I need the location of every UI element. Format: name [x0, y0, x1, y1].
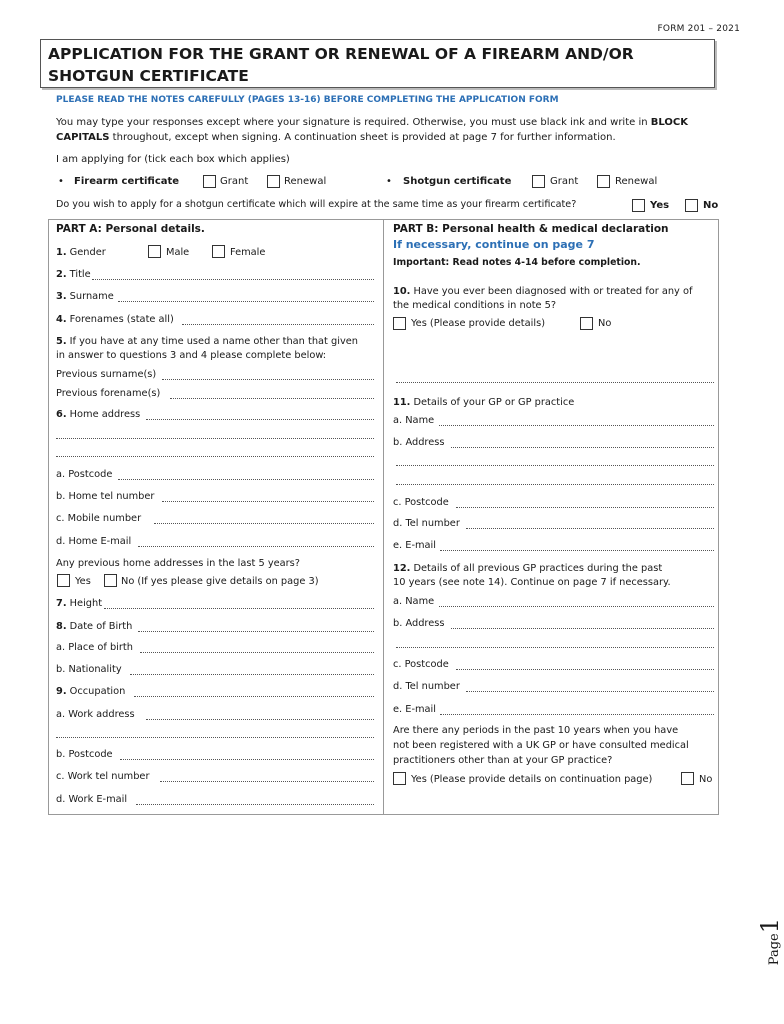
q5-line-1 [56, 336, 358, 348]
medical-yes-label: Yes (Please provide details) [411, 318, 546, 329]
column-divider [383, 219, 384, 815]
gp-name-field[interactable] [439, 425, 714, 426]
title-field[interactable] [92, 279, 374, 280]
q10-line-1 [393, 286, 692, 298]
firearm-certificate-label: Firearm certificate [74, 176, 180, 187]
part-a-heading: PART A: Personal details. [56, 223, 205, 235]
q4-number: 4. [56, 314, 67, 325]
q10-line-2: the medical conditions in note 5? [393, 300, 557, 311]
q5-line-2: in answer to questions 3 and 4 please complete below: [56, 350, 327, 361]
surname-field[interactable] [118, 301, 374, 302]
shotgun-bullet: • [386, 176, 392, 187]
male-checkbox[interactable] [148, 245, 161, 258]
shotgun-certificate-label: Shotgun certificate [403, 176, 512, 187]
prev-gp-address-field-2[interactable] [396, 647, 714, 648]
gp-name-label: a. Name [393, 415, 435, 426]
firearm-renewal-checkbox[interactable] [267, 175, 280, 188]
previous-address-yes-checkbox[interactable] [57, 574, 70, 587]
work-tel-label: c. Work tel number [56, 771, 150, 782]
occupation-field[interactable] [134, 696, 374, 697]
gp-address-field-2[interactable] [396, 465, 714, 466]
female-checkbox[interactable] [212, 245, 225, 258]
q3-number: 3. [56, 291, 67, 302]
firearm-grant-checkbox[interactable] [203, 175, 216, 188]
q1-number: 1. [56, 247, 67, 258]
intro-bold-2: CAPITALS [56, 132, 110, 143]
home-address-field-1[interactable] [146, 419, 374, 420]
q12-number: 12. [393, 563, 411, 574]
periods-yes-label: Yes (Please provide details on continuation page) [411, 774, 653, 785]
nationality-field[interactable] [130, 674, 374, 675]
intro-text [56, 115, 688, 145]
intro-line-2: throughout, except when signing. A continuation sheet is provided at page 7 for further information. [109, 132, 616, 143]
prev-gp-tel-field[interactable] [466, 691, 714, 692]
height-label [56, 598, 102, 610]
previous-address-no-label: No (If yes please give details on page 3) [121, 576, 319, 587]
work-postcode-field[interactable] [120, 759, 374, 760]
work-email-field[interactable] [136, 804, 374, 805]
title-label [56, 269, 91, 281]
page-label: Page [767, 933, 782, 966]
home-postcode-field[interactable] [118, 479, 374, 480]
firearm-renewal-label: Renewal [284, 176, 327, 187]
shotgun-grant-checkbox[interactable] [532, 175, 545, 188]
work-email-label: d. Work E-mail [56, 794, 128, 805]
surname-label [56, 291, 114, 303]
occupation-text: Occupation [69, 686, 126, 697]
periods-no-checkbox[interactable] [681, 772, 694, 785]
dob-field[interactable] [138, 631, 374, 632]
q5-text-1: If you have at any time used a name other than that given [69, 336, 358, 347]
expire-no-checkbox[interactable] [685, 199, 698, 212]
q11-number: 11. [393, 397, 411, 408]
q12-line-2: 10 years (see note 14). Continue on page 7 if necessary. [393, 577, 671, 588]
surname-text: Surname [69, 291, 114, 302]
part-b-heading: PART B: Personal health & medical declaration [393, 223, 669, 235]
occupation-label [56, 686, 125, 698]
gp-postcode-field[interactable] [456, 507, 714, 508]
q12-line-1 [393, 563, 662, 575]
title-line-2: SHOTGUN CERTIFICATE [48, 67, 249, 85]
forenames-text: Forenames (state all) [69, 314, 174, 325]
work-postcode-label: b. Postcode [56, 749, 113, 760]
previous-forename-label: Previous forename(s) [56, 388, 161, 399]
expire-no-label: No [703, 200, 719, 211]
gp-tel-label: d. Tel number [393, 518, 460, 529]
gp-address-field-1[interactable] [451, 447, 714, 448]
firearm-bullet: • [58, 176, 64, 187]
prev-gp-name-label: a. Name [393, 596, 435, 607]
work-tel-field[interactable] [160, 781, 374, 782]
prev-gp-email-label: e. E-mail [393, 704, 436, 715]
q12-text-1: Details of all previous GP practices during the past [413, 563, 663, 574]
mobile-field[interactable] [154, 523, 374, 524]
periods-yes-checkbox[interactable] [393, 772, 406, 785]
home-tel-field[interactable] [162, 501, 374, 502]
applying-for-label: I am applying for (tick each box which applies) [56, 154, 290, 165]
expire-question: Do you wish to apply for a shotgun certificate which will expire at the same time as your firearm certificate? [56, 199, 577, 210]
previous-forename-field[interactable] [170, 398, 374, 399]
height-text: Height [69, 598, 103, 609]
gp-address-label: b. Address [393, 437, 445, 448]
shotgun-grant-label: Grant [550, 176, 579, 187]
periods-line-1: Are there any periods in the past 10 years when you have [393, 725, 679, 736]
intro-bold-1: BLOCK [650, 117, 688, 128]
height-field[interactable] [104, 608, 374, 609]
q10-text-1: Have you ever been diagnosed with or treated for any of [413, 286, 693, 297]
medical-details-field[interactable] [396, 382, 714, 383]
page-number [756, 918, 784, 965]
previous-address-no-checkbox[interactable] [104, 574, 117, 587]
nationality-label: b. Nationality [56, 664, 122, 675]
work-address-field-2[interactable] [56, 737, 374, 738]
title-line-1: APPLICATION FOR THE GRANT OR RENEWAL OF A FIREARM AND/OR [48, 45, 634, 63]
previous-surname-field[interactable] [162, 379, 374, 380]
previous-surname-label: Previous surname(s) [56, 369, 157, 380]
home-tel-label: b. Home tel number [56, 491, 155, 502]
dob-text: Date of Birth [69, 621, 133, 632]
expire-yes-label: Yes [650, 200, 670, 211]
medical-no-checkbox[interactable] [580, 317, 593, 330]
forenames-label [56, 314, 174, 326]
previous-addresses-question: Any previous home addresses in the last 5 years? [56, 558, 300, 569]
periods-line-2: not been registered with a UK GP or have consulted medical [393, 740, 689, 751]
previous-address-yes-label: Yes [75, 576, 91, 587]
periods-line-3: practitioners other than at your GP practice? [393, 755, 613, 766]
gp-email-label: e. E-mail [393, 540, 436, 551]
gender-text: Gender [69, 247, 106, 258]
place-of-birth-field[interactable] [140, 652, 374, 653]
q5-number: 5. [56, 336, 67, 347]
gp-tel-field[interactable] [466, 528, 714, 529]
home-email-field[interactable] [138, 546, 374, 547]
form-title [40, 39, 715, 88]
home-postcode-label: a. Postcode [56, 469, 113, 480]
read-notes-notice: PLEASE READ THE NOTES CAREFULLY (PAGES 13-16) BEFORE COMPLETING THE APPLICATION FORM [56, 95, 559, 105]
home-email-label: d. Home E-mail [56, 536, 132, 547]
mobile-label: c. Mobile number [56, 513, 142, 524]
intro-line-1: You may type your responses except where your signature is required. Otherwise, you must use black ink and write in [56, 117, 651, 128]
q2-number: 2. [56, 269, 67, 280]
medical-yes-checkbox[interactable] [393, 317, 406, 330]
gp-email-field[interactable] [440, 550, 714, 551]
shotgun-renewal-label: Renewal [615, 176, 658, 187]
forenames-field[interactable] [182, 324, 374, 325]
q8-number: 8. [56, 621, 67, 632]
gp-postcode-label: c. Postcode [393, 497, 449, 508]
home-address-field-2[interactable] [56, 438, 374, 439]
q11-text: Details of your GP or GP practice [413, 397, 575, 408]
prev-gp-email-field[interactable] [440, 714, 714, 715]
home-address-label [56, 409, 140, 421]
gender-label [56, 247, 106, 259]
prev-gp-address-label: b. Address [393, 618, 445, 629]
prev-gp-postcode-label: c. Postcode [393, 659, 449, 670]
place-of-birth-label: a. Place of birth [56, 642, 133, 653]
continue-note: If necessary, continue on page 7 [393, 238, 595, 251]
prev-gp-address-field-1[interactable] [451, 628, 714, 629]
work-address-field-1[interactable] [146, 719, 374, 720]
periods-no-label: No [699, 774, 713, 785]
expire-yes-checkbox[interactable] [632, 199, 645, 212]
q9-number: 9. [56, 686, 67, 697]
form-number: FORM 201 – 2021 [657, 24, 740, 34]
work-address-label: a. Work address [56, 709, 135, 720]
female-label: Female [230, 247, 266, 258]
dob-label [56, 621, 132, 633]
page-number-value: 1 [756, 918, 784, 934]
title-text: Title [69, 269, 91, 280]
home-address-field-3[interactable] [56, 456, 374, 457]
medical-no-label: No [598, 318, 612, 329]
q7-number: 7. [56, 598, 67, 609]
q11-label [393, 397, 574, 409]
firearm-grant-label: Grant [220, 176, 249, 187]
q6-number: 6. [56, 409, 67, 420]
prev-gp-tel-label: d. Tel number [393, 681, 460, 692]
home-address-text: Home address [69, 409, 141, 420]
shotgun-renewal-checkbox[interactable] [597, 175, 610, 188]
male-label: Male [166, 247, 190, 258]
prev-gp-postcode-field[interactable] [456, 669, 714, 670]
prev-gp-name-field[interactable] [439, 606, 714, 607]
q10-number: 10. [393, 286, 411, 297]
important-note: Important: Read notes 4-14 before completion. [393, 257, 641, 268]
gp-address-field-3[interactable] [396, 484, 714, 485]
